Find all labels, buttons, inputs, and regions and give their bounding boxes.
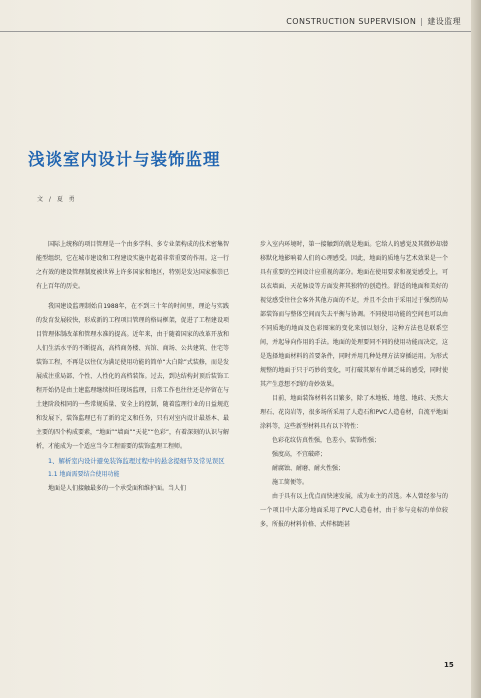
paragraph: 由于具有以上优点而快速发展，成为业主的首选。本人曾经参与的一个项目中大部分地面采用了PVC人造卷材，由于参与竞标的单位较多，所报的材料价格、式样相距甚 (260, 493, 448, 528)
header-rule (0, 31, 471, 32)
list-item: 耐腐蚀、耐磨、耐火性强； (272, 465, 345, 472)
subsection-heading: 1.1 地面需要结合使用功能 (48, 471, 120, 478)
header-separator: | (420, 17, 424, 26)
right-column (260, 238, 448, 532)
list-item: 施工简便等。 (272, 479, 309, 486)
paragraph: 地面是人们接触最多的一个承受面和维护面。当人们 (48, 485, 187, 492)
left-column (36, 238, 229, 496)
section-heading: 1、解析室内设计避免装饰监理过程中的悬念提细节及常见误区 (48, 457, 225, 465)
article-title: 浅谈室内设计与装饰监理 (28, 150, 221, 169)
paragraph: 步入室内环境时，第一接触到的就是地面。它给人的感觉及其微妙却潜移默化地影响着人们的心理感受。因此，地面的质地与艺术效果是一个具有重要的空间设计应重视的部分。地面在使用要求和视觉感受上，可以衣墙面、天花脉设等方面发挥其独特的创造性。舒适的地面和美好的视觉感受往往会客外其他方面的不足，并且不会由于采用过于强烈的局部装饰而与整体空间而失去平衡与协调。不同使用功能的空间也可以由不同质地的地面及色彩图案的变化来加以划分，这种方法也是联系空间，并起导向作用的手法。地面的处理要同不同的使用功能而决定，这是选择地面材料的首要条件，同时并用几种处理方法穿插运用。为形式规整的地面于只于巧妙的变化，可打破其原有单调乏味的感受，同时使其产生意想不到的奇妙效果。 (260, 241, 448, 388)
header-chinese: 建设监理 (427, 17, 461, 26)
paragraph: 国际上统称的项目管理是一个由多学科、多专业架构成的技术密集智能型组织，它在城市建设和工程建设实施中起着非常重要的作用。这一行之有效的建设管理制度被世界上许多国家和地区，特别是发达国家推崇已有上百年的历史。 (36, 241, 229, 290)
article-author: 文 / 夏 勇 (37, 196, 77, 203)
paragraph: 我国建设监理制始自1988年，在不到三十年的时间里，理论与实践的发育发展较快，形成新的工程项目管理的格局框架，促进了工程建设项目管理体制改革和管理水准的提高。近年来，由于随着国家的改革开放和人们生活水平的不断提高，高档商务楼、宾馆、商场、公共建筑、住宅等装饰工程，不再是以往仅为满足使用功能的简单“大白除”式装修，而是发展成注重局部、个性、人性化的高档装饰。过去，到达结构封顶后装饰工程开始仍是由土建监理继续担任现场监理，日常工作也往往还是停留在与土建阶段相同的一些常规质量、安全上的控制，随着监理行业的日益规范和发展下，装饰监理已有了新的定义和任务，只有对室内设计最基本、最主要的四个构成要素，“地面”“墙面”“天花”“色彩”，有着深刻的认识与解析，才能成为一个适应当今工程需要的装饰监理工程师。 (36, 303, 229, 450)
running-header (286, 16, 461, 27)
page-spine-shadow (471, 0, 481, 698)
header-english: CONSTRUCTION SUPERVISION (286, 17, 417, 26)
list-item: 强度高，不宜破碎； (272, 451, 327, 458)
page-number: 15 (444, 661, 454, 669)
list-item: 色彩花纹仿真性强，色差小，装饰性强； (272, 437, 381, 444)
paragraph: 目前，地面装饰材料名目繁多，除了木地板、地毯、地砖、天然大理石、花岗岩等，很多场所采用了人造石和PVC人造卷材，自流平地面涂料等，这些新型材料具有以下特性： (260, 395, 448, 430)
